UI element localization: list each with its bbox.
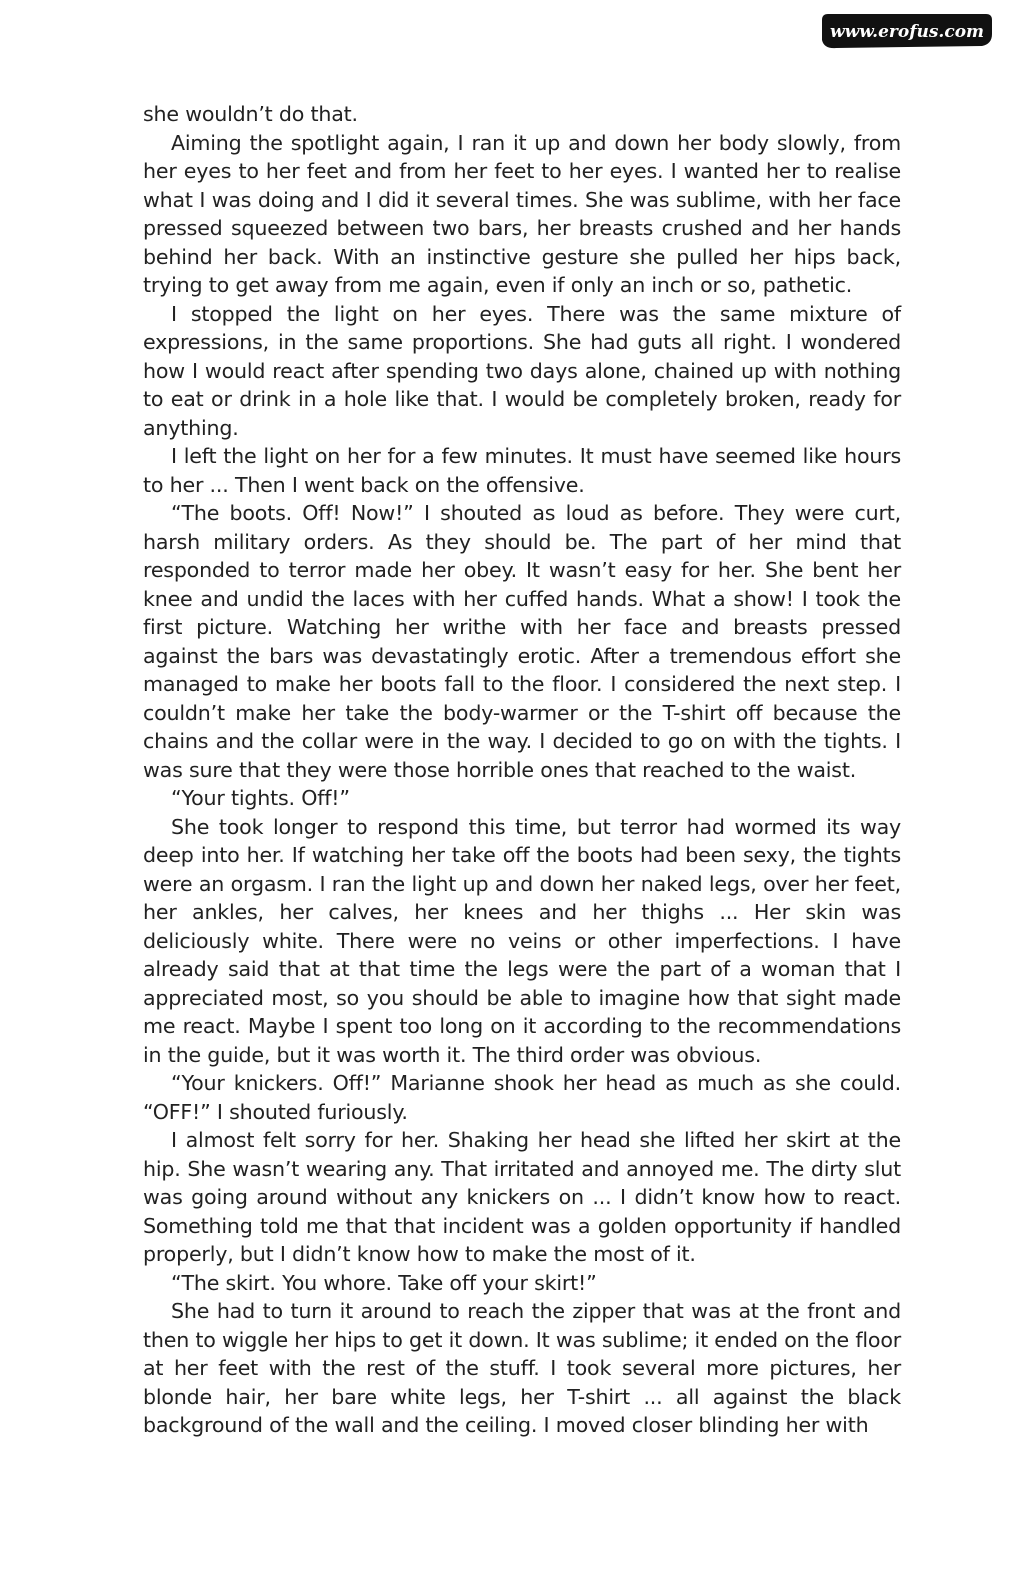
watermark-text: www.erofus.com [829,22,985,42]
document-page [143,100,901,1440]
watermark-logo [816,10,994,54]
paragraph: She had to turn it around to reach the zipper that was at the front and then to wiggle her hips to get it down. It was sublime; it ended on the floor at her feet with the rest of the stuff. I took several more pictures, her blonde hair, her bare white legs, her T-shirt ... all against the black background of the wall and the ceiling. I moved closer blinding her with [143,1299,901,1437]
paragraph: I almost felt sorry for her. Shaking her head she lifted her skirt at the hip. She wasn’t wearing any. That irritated and annoyed me. The dirty slut was going around without any knickers on ... I didn’t know how to react. Something told me that that incident was a golden opportunity if handled properly, but I didn’t know how to make the most of it. [143,1128,901,1266]
paragraph: she wouldn’t do that. [143,102,358,126]
paragraph: “Your tights. Off!” [171,786,350,810]
paragraph: “The boots. Off! Now!” I shouted as loud as before. They were curt, harsh military orders. As they should be. The part of her mind that responded to terror made her obey. It wasn’t easy for her. She bent her knee and undid the laces with her cuffed hands. What a show! I took the first picture. Watching her writhe with her face and breasts pressed against the bars was devastatingly erotic. After a tremendous effort she managed to make her boots fall to the floor. I considered the next step. I couldn’t make her take the body-warmer or the T-shirt off because the chains and the collar were in the way. I decided to go on with the tights. I was sure that they were those horrible ones that reached to the waist. [143,501,901,782]
paragraph: “Your knickers. Off!” Marianne shook her head as much as she could. “OFF!” I shouted furiously. [143,1071,901,1124]
paragraph: “The skirt. You whore. Take off your skirt!” [171,1270,597,1295]
paragraph: She took longer to respond this time, but terror had wormed its way deep into her. If watching her take off the boots had been sexy, the tights were an orgasm. I ran the light up and down her naked legs, over her feet, her ankles, her calves, her knees and her thighs ... Her skin was deliciously white. There were no veins or other imperfections. I have already said that at that time the legs were the part of a woman that I appreciated most, so you should be able to imagine how that sight made me react. Maybe I spent too long on it according to the recommendations in the guide, but it was worth it. The third order was obvious. [143,814,901,1067]
paragraph: I stopped the light on her eyes. There was the same mixture of expressions, in the same proportions. She had guts all right. I wondered how I would react after spending two days alone, chained up with nothing to eat or drink in a hole like that. I would be completely broken, ready for anything. [143,301,901,440]
watermark-badge [816,10,994,54]
paragraph: Aiming the spotlight again, I ran it up and down her body slowly, from her eyes to her feet and from her feet to her eyes. I wanted her to realise what I was doing and I did it several times. She was sublime, with her face pressed squeezed between two bars, her breasts crushed and her hands behind her back. With an instinctive gesture she pulled her hips back, trying to get away from me again, even if only an inch or so, pathetic. [143,130,901,297]
paragraph: I left the light on her for a few minutes. It must have seemed like hours to her ... Then I went back on the offensive. [143,444,901,497]
